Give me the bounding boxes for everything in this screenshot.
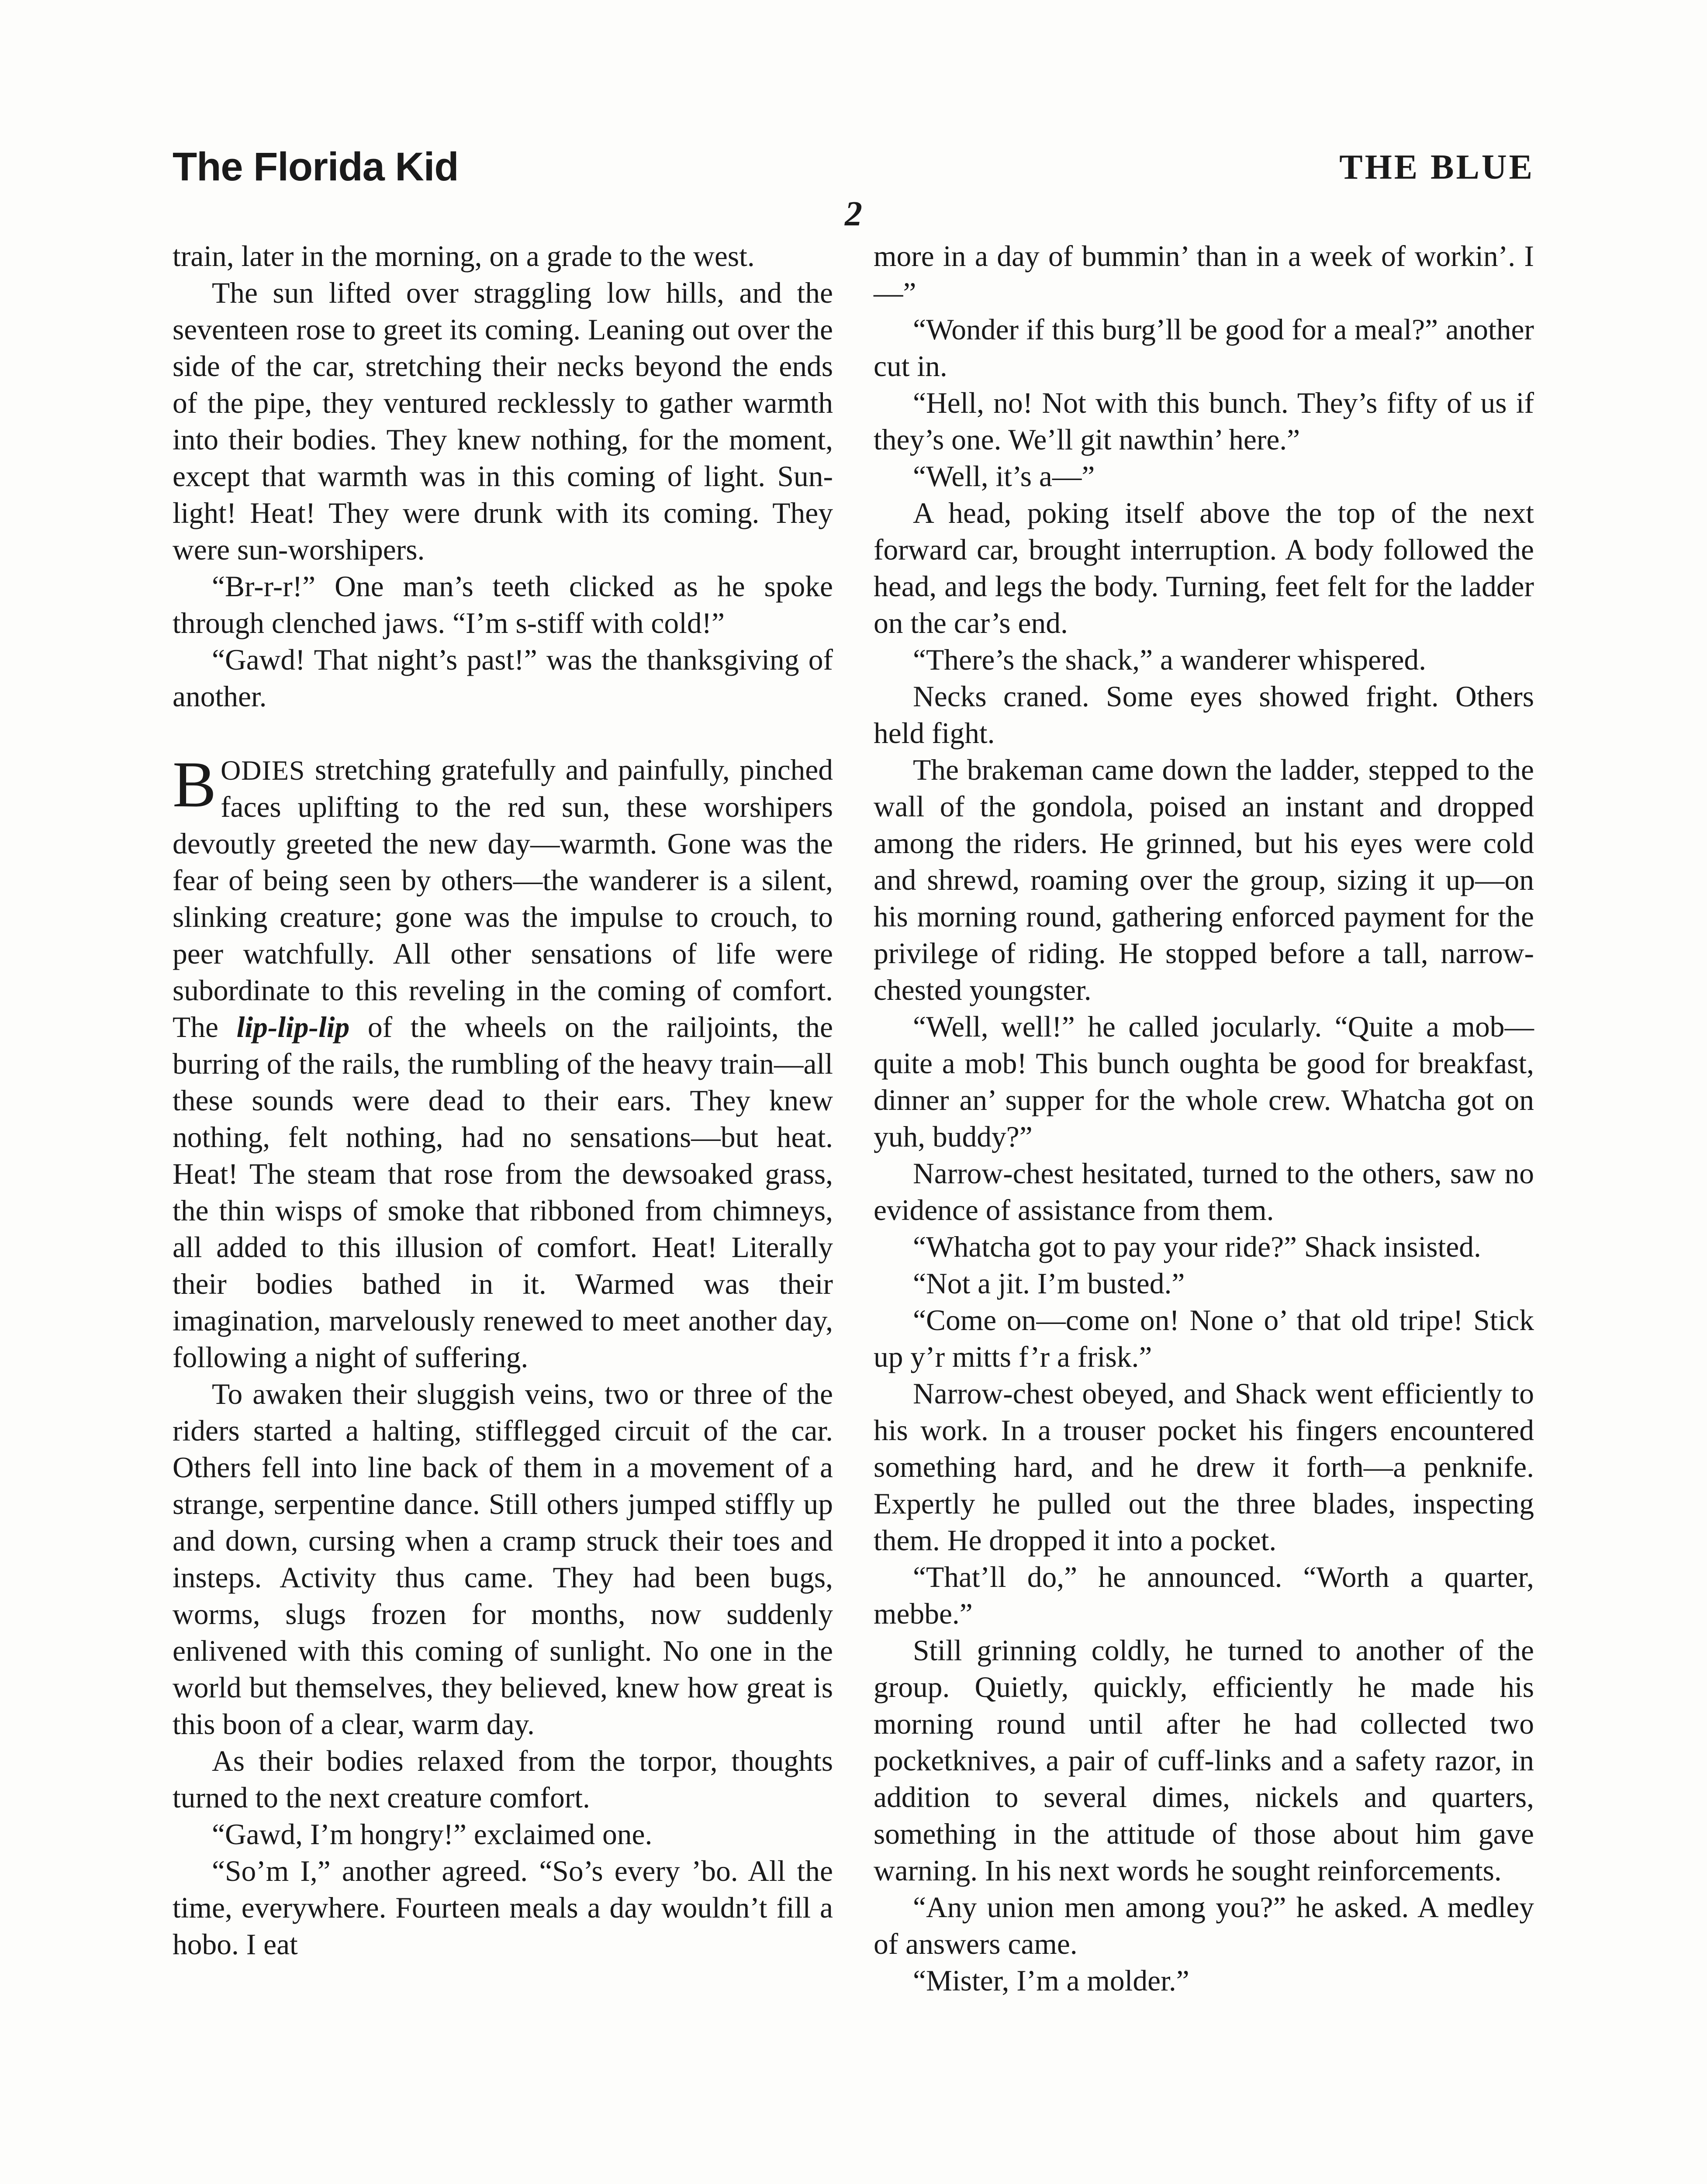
- paragraph: “Any union men among you?” he asked. A medley of answers came.: [874, 1891, 1534, 1960]
- small-caps-lead: ODIES: [221, 755, 305, 786]
- paragraph: “Not a jit. I’m busted.”: [913, 1267, 1185, 1300]
- paragraph-text: stretching gratefully and painfully, pinched faces uplifting to the red sun, these worshipers devoutly greeted the new day—warmth. Gone was the fear of being seen by others—the wanderer is a silent, slinking creature; gone was the impulse to crouch, to peer watchfully. All other sensations of life were subordinate to this reveling in the coming of comfort. The: [173, 753, 833, 1044]
- paragraph: more in a day of bummin’ than in a week of workin’. I—”: [874, 240, 1534, 309]
- left-column: [173, 238, 833, 1963]
- paragraph: train, later in the morning, on a grade to the west.: [173, 240, 755, 273]
- paragraph: “There’s the shack,” a wanderer whispered.: [913, 643, 1427, 676]
- paragraph: As their bodies relaxed from the torpor, thoughts turned to the next creature comfort.: [173, 1745, 833, 1814]
- page-number: 2: [845, 195, 862, 233]
- paragraph: Narrow-chest obeyed, and Shack went efficiently to his work. In a trouser pocket his fingers encountered something hard, and he drew it forth—a penknife. Expertly he pulled out the three blades, inspecting them. He dropped it into a pocket.: [874, 1377, 1534, 1557]
- paragraph: “Br-r-r!” One man’s teeth clicked as he spoke through clenched jaws. “I’m s-stiff with cold!”: [173, 570, 833, 639]
- running-title-right: THE BLUE: [1339, 148, 1534, 187]
- paragraph: “Well, well!” he called jocularly. “Quite a mob—quite a mob! This bunch oughta be good for breakfast, dinner an’ supper for the whole crew. Whatcha got on yuh, buddy?”: [874, 1010, 1534, 1153]
- drop-cap: B: [173, 748, 217, 821]
- paragraph: “Mister, I’m a molder.”: [913, 1964, 1189, 1997]
- paragraph: A head, poking itself above the top of the next forward car, brought interruption. A body followed the head, and legs the body. Turning, feet felt for the ladder on the car’s end.: [874, 497, 1534, 639]
- running-title-left: The Florida Kid: [173, 145, 459, 189]
- italic-phrase: lip-lip-lip: [236, 1011, 350, 1044]
- paragraph: Still grinning coldly, he turned to another of the group. Quietly, quickly, efficiently he made his morning round until after he had collected two pocketknives, a pair of cuff-links and a safety razor, in addition to several dimes, nickels and quarters, something in the attitude of those about him gave warning. In his next words he sought reinforcements.: [874, 1634, 1534, 1887]
- paragraph: “Well, it’s a—”: [913, 460, 1095, 493]
- paragraph: To awaken their sluggish veins, two or three of the riders started a halting, stifflegged circuit of the car. Others fell into line back of them in a movement of a strange, serpentine dance. Still others jumped stiffly up and down, cursing when a cramp struck their toes and insteps. Activity thus came. They had been bugs, worms, slugs frozen for months, now suddenly enlivened with this coming of sunlight. No one in the world but themselves, they believed, knew how great is this boon of a clear, warm day.: [173, 1378, 833, 1741]
- paragraph: “Hell, no! Not with this bunch. They’s fifty of us if they’s one. We’ll git nawthin’ here.”: [874, 387, 1534, 456]
- paragraph: Narrow-chest hesitated, turned to the others, saw no evidence of assistance from them.: [874, 1157, 1534, 1227]
- paragraph: “So’m I,” another agreed. “So’s every ’bo. All the time, everywhere. Fourteen meals a day wouldn’t fill a hobo. I eat: [173, 1855, 833, 1961]
- paragraph: “Whatcha got to pay your ride?” Shack insisted.: [913, 1230, 1481, 1263]
- section-opening-paragraph: [173, 748, 833, 1376]
- paragraph: “That’ll do,” he announced. “Worth a quarter, mebbe.”: [874, 1561, 1534, 1630]
- paragraph: “Gawd, I’m hongry!” exclaimed one.: [212, 1818, 653, 1851]
- right-column: [874, 238, 1534, 1999]
- paragraph-text: of the wheels on the railjoints, the burring of the rails, the rumbling of the heavy train—all these sounds were dead to their ears. They knew nothing, felt nothing, had no sensations—but heat. Heat! The steam that rose from the dewsoaked grass, the thin wisps of smoke that ribboned from chimneys, all added to this illusion of comfort. Heat! Literally their bodies bathed in it. Warmed was their imagination, marvelously renewed to meet another day, following a night of suffering.: [173, 1011, 833, 1374]
- paragraph: The brakeman came down the ladder, stepped to the wall of the gondola, poised an instant and dropped among the riders. He grinned, but his eyes were cold and shrewd, roaming over the group, sizing it up—on his morning round, gathering enforced payment for the privilege of riding. He stopped before a tall, narrow-chested youngster.: [874, 753, 1534, 1006]
- paragraph: “Gawd! That night’s past!” was the thanksgiving of another.: [173, 643, 833, 713]
- paragraph: Necks craned. Some eyes showed fright. Others held fight.: [874, 680, 1534, 750]
- paragraph: The sun lifted over straggling low hills, and the seventeen rose to greet its coming. Leaning out over the side of the car, stretching their necks beyond the ends of the pipe, they ventured recklessly to gather warmth into their bodies. They knew nothing, for the moment, except that warmth was in this coming of light. Sunlight! Heat! They were drunk with its coming. They were sun-worshipers.: [173, 276, 833, 566]
- paragraph: “Wonder if this burg’ll be good for a meal?” another cut in.: [874, 313, 1534, 383]
- paragraph: “Come on—come on! None o’ that old tripe! Stick up y’r mitts f’r a frisk.”: [874, 1304, 1534, 1373]
